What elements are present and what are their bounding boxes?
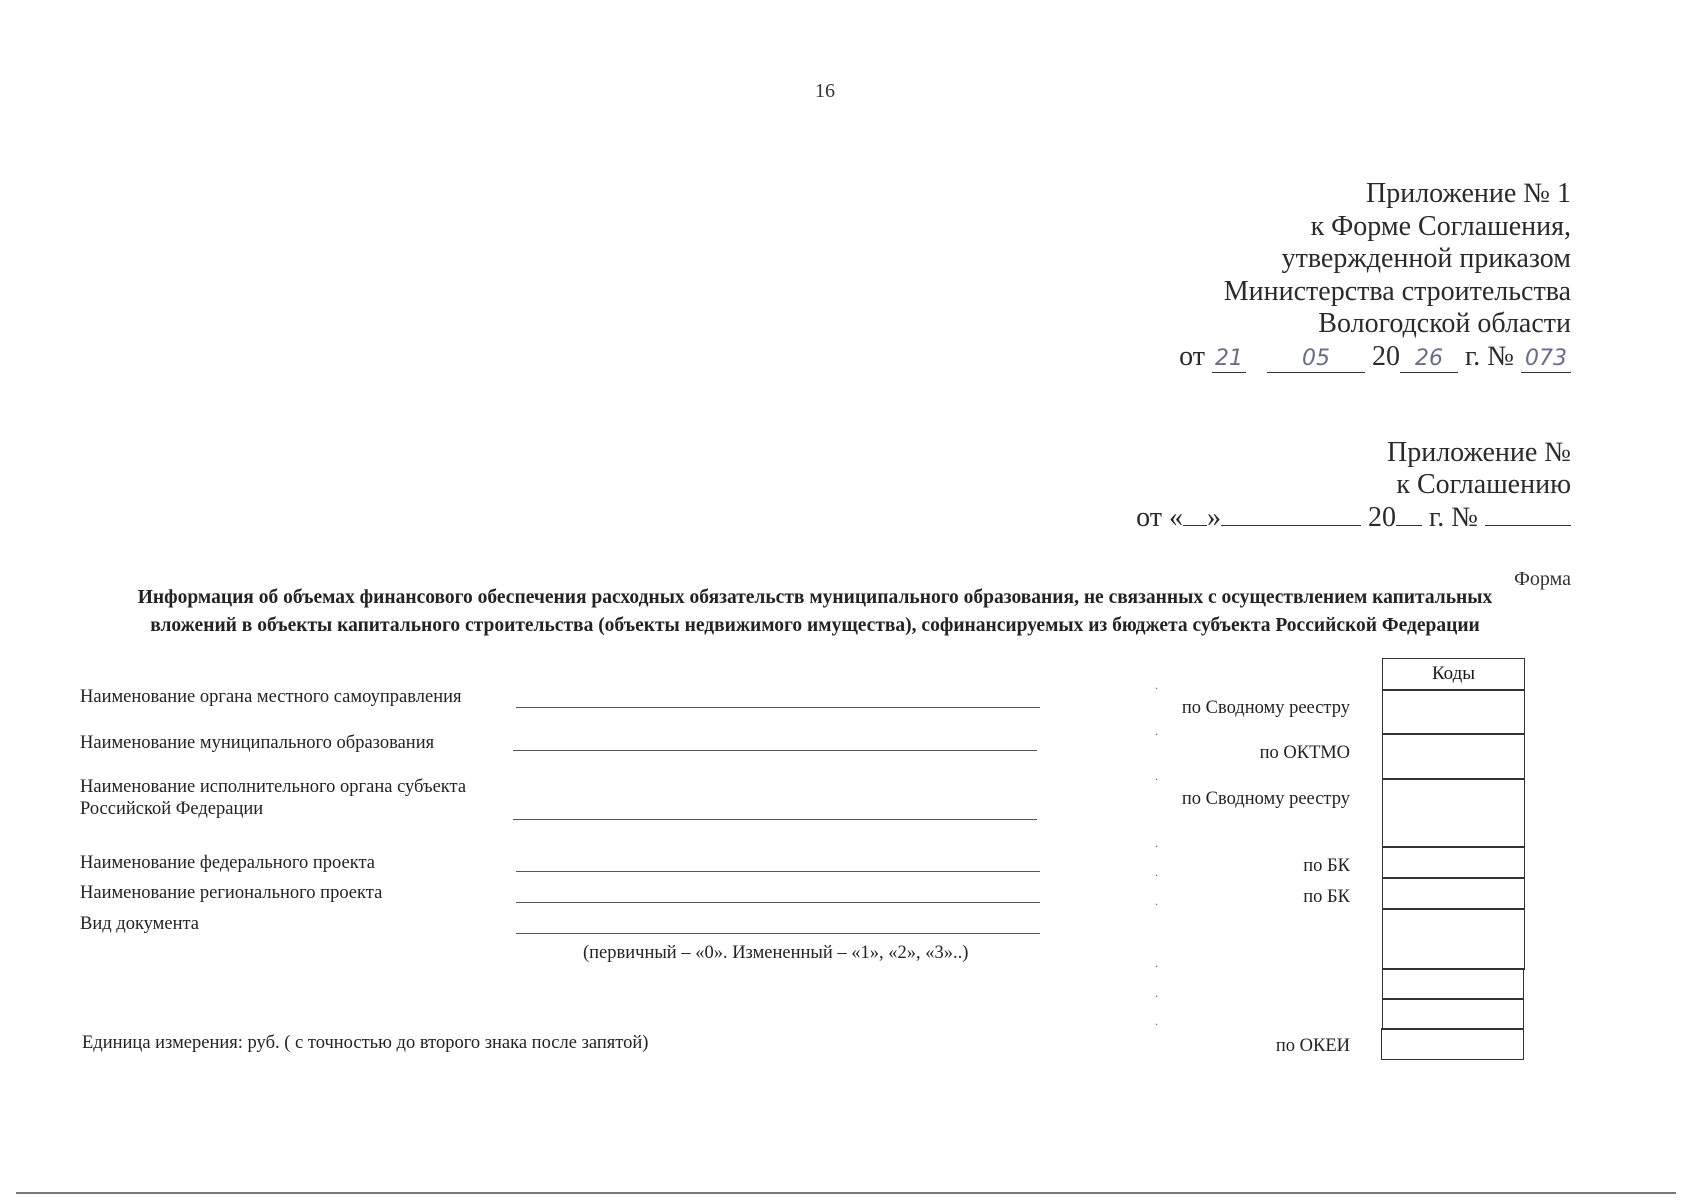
local-gov-label: Наименование органа местного самоуправления	[80, 687, 462, 707]
from-label: от	[1179, 340, 1205, 372]
unit-of-measure: Единица измерения: руб. ( с точностью до второго знака после запятой)	[82, 1033, 649, 1053]
code-cell-consolidated-registry-2[interactable]	[1382, 778, 1525, 848]
from-label: от «	[1136, 502, 1183, 533]
code-cell-empty[interactable]	[1382, 908, 1525, 970]
blank-number	[1485, 501, 1571, 526]
page-number: 16	[815, 80, 835, 102]
appendix-2-date-line	[1136, 501, 1571, 534]
dot-mark: .	[1155, 894, 1158, 908]
code-cell-bk-2[interactable]	[1382, 877, 1525, 910]
blank-day	[1183, 501, 1207, 526]
municipality-label: Наименование муниципального образования	[80, 733, 435, 753]
municipality-field[interactable]	[513, 750, 1037, 751]
title-line: вложений в объекты капитального строительства (объекты недвижимого имущества), софинансируемых из бюджета субъекта Российской Федерации	[150, 615, 1480, 636]
code-label-okei: по ОКЕИ	[1275, 1036, 1350, 1056]
code-cell-okei[interactable]	[1381, 1028, 1524, 1060]
appendix-2-line: к Соглашению	[1396, 469, 1571, 500]
appendix-2-header	[1136, 437, 1571, 534]
appendix-1-date-line	[1179, 341, 1571, 374]
appendix-1-header	[1179, 178, 1571, 373]
doc-type-field[interactable]	[516, 933, 1040, 934]
dot-mark: .	[1155, 865, 1158, 879]
exec-body-field[interactable]	[513, 819, 1037, 820]
scan-edge-line	[16, 1192, 1676, 1194]
doc-type-hint: (первичный – «0». Измененный – «1», «2», «3»..)	[583, 943, 969, 963]
exec-body-label	[80, 776, 466, 820]
code-label-bk-2: по БК	[1303, 887, 1350, 907]
code-cell-consolidated-registry[interactable]	[1382, 689, 1525, 735]
appendix-1-title: Приложение № 1	[1366, 178, 1571, 209]
blank-month	[1221, 501, 1361, 526]
code-cell-oktmo[interactable]	[1382, 733, 1525, 780]
regional-project-label: Наименование регионального проекта	[80, 883, 383, 903]
appendix-1-line: утвержденной приказом	[1281, 243, 1571, 274]
number-label: г. №	[1464, 340, 1514, 372]
code-label-oktmo: по ОКТМО	[1259, 743, 1350, 763]
handwritten-year: 26	[1400, 346, 1458, 373]
year-prefix: 20	[1367, 502, 1396, 533]
codes-header-cell	[1382, 658, 1525, 691]
code-cell-empty[interactable]	[1382, 968, 1524, 1000]
dot-mark: .	[1155, 678, 1158, 692]
exec-body-label-line: Российской Федерации	[80, 799, 264, 819]
handwritten-day: 21	[1212, 346, 1246, 373]
codes-header: Коды	[1431, 663, 1476, 684]
exec-body-label-line: Наименование исполнительного органа субъекта	[80, 777, 467, 797]
doc-type-label: Вид документа	[80, 914, 200, 934]
code-cell-empty[interactable]	[1382, 998, 1524, 1030]
title-line: Информация об объемах финансового обеспечения расходных обязательств муниципального образования, не связанных с осуществлением капитальных	[137, 587, 1493, 608]
blank-year	[1396, 501, 1422, 526]
dot-mark: .	[1155, 769, 1158, 783]
federal-project-field[interactable]	[516, 871, 1040, 872]
code-cell-bk[interactable]	[1382, 846, 1525, 879]
appendix-1-line: к Форме Соглашения,	[1310, 210, 1571, 242]
dot-mark: .	[1155, 1014, 1158, 1028]
local-gov-field[interactable]	[516, 707, 1040, 708]
handwritten-month: 05	[1267, 346, 1365, 373]
appendix-1-line: Министерства строительства	[1223, 275, 1571, 307]
code-label-bk: по БК	[1303, 856, 1350, 876]
handwritten-number: 073	[1521, 346, 1571, 373]
appendix-2-title: Приложение №	[1387, 437, 1571, 468]
dot-mark: .	[1155, 724, 1158, 738]
federal-project-label: Наименование федерального проекта	[80, 853, 376, 873]
appendix-1-line: Вологодской области	[1318, 308, 1571, 339]
number-label: г. №	[1428, 502, 1478, 533]
dot-mark: .	[1155, 986, 1158, 1000]
document-title	[80, 584, 1550, 640]
form-label: Форма	[1514, 568, 1571, 590]
code-label-consolidated-registry: по Сводному реестру	[1181, 698, 1350, 718]
code-label-consolidated-registry-2: по Сводному реестру	[1181, 789, 1350, 809]
regional-project-field[interactable]	[516, 902, 1040, 903]
dot-mark: .	[1155, 956, 1158, 970]
dot-mark: .	[1155, 836, 1158, 850]
quote-close: »	[1206, 502, 1221, 533]
year-prefix: 20	[1371, 340, 1400, 372]
